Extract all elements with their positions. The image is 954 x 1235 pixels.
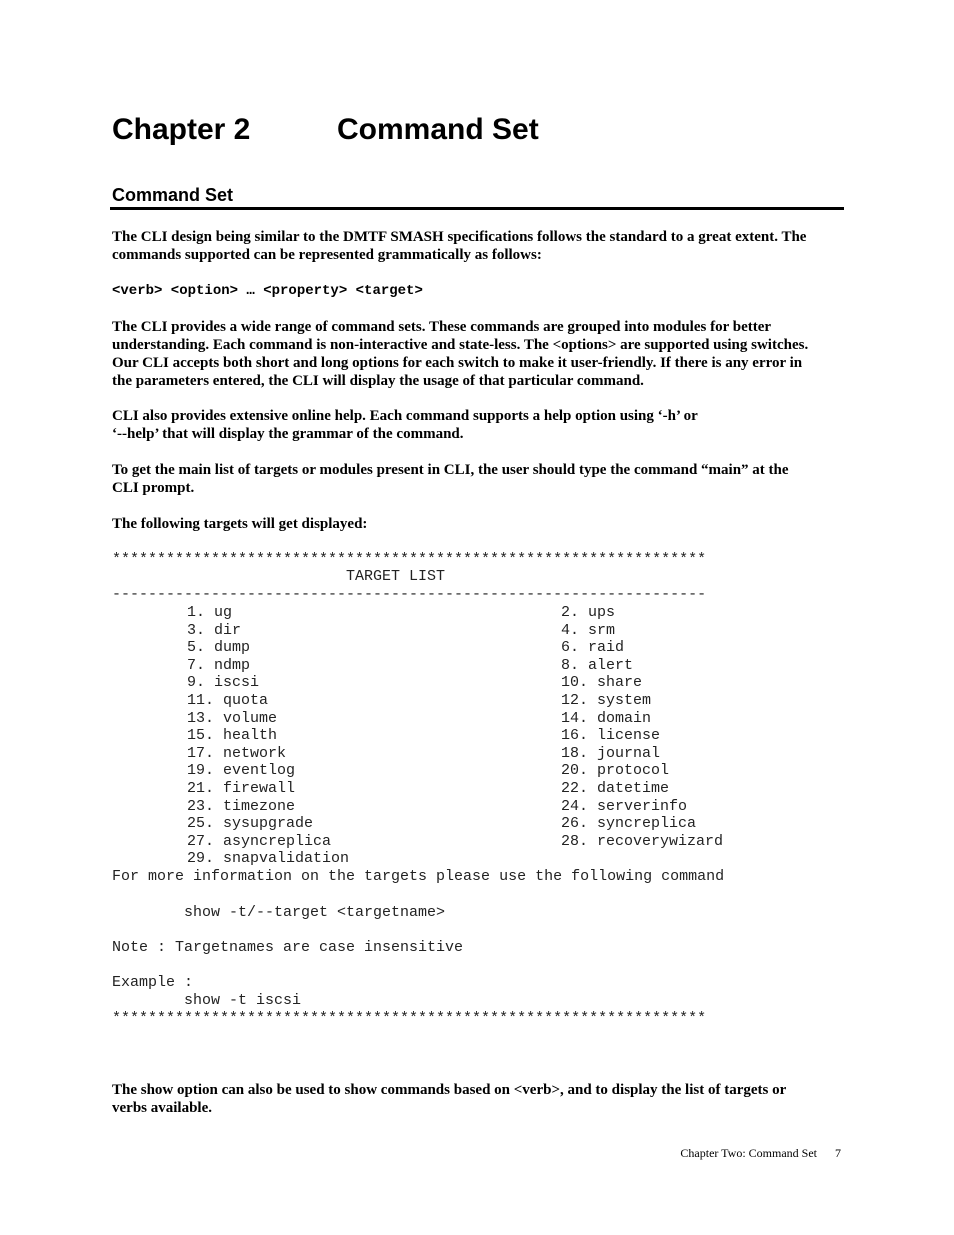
example-label: Example : — [112, 974, 194, 991]
console-stars-top: ****************************************************************** — [112, 551, 707, 568]
target-item: 28. recoverywizard — [561, 832, 724, 850]
commands-line: The CLI provides a wide range of command sets. These commands are grouped into modules for better — [112, 319, 772, 335]
target-item: 26. syncreplica — [561, 815, 697, 833]
console-stars-bottom: ****************************************************************** — [112, 1010, 707, 1027]
target-item: 10. share — [561, 674, 643, 692]
target-item: 18. journal — [561, 744, 661, 762]
target-item: 4. srm — [561, 621, 616, 639]
footer-text: Chapter Two: Command Set — [680, 1146, 817, 1160]
example-command: show -t iscsi — [112, 992, 302, 1009]
target-item: 25. sysupgrade — [187, 815, 314, 833]
more-info-text: For more information on the targets please use the following command — [112, 868, 725, 885]
help-line: CLI also provides extensive online help. Each command supports a help option using ‘-h’ or — [112, 408, 698, 424]
target-item: 11. quota — [187, 691, 269, 709]
section-title: Command Set — [112, 185, 234, 205]
section-rule — [110, 207, 844, 210]
chapter-number: Chapter 2 — [112, 113, 251, 146]
intro-line: commands supported can be represented grammatically as follows: — [112, 247, 542, 263]
target-item: 6. raid — [561, 639, 625, 657]
show-paragraph — [112, 1081, 842, 1117]
target-item: 1. ug — [187, 604, 233, 621]
target-item: 21. firewall — [187, 779, 296, 797]
commands-line: understanding. Each command is non-interactive and state-less. The <options> are supported using switches. — [112, 337, 809, 353]
show-command: show -t/--target <targetname> — [112, 904, 446, 921]
show-line: verbs available. — [112, 1100, 212, 1116]
help-paragraph — [112, 407, 842, 443]
target-item: 8. alert — [561, 656, 634, 674]
command-syntax: <verb> <option> … <property> <target> — [112, 283, 423, 299]
target-item: 7. ndmp — [187, 656, 251, 674]
main-line: CLI prompt. — [112, 480, 195, 496]
target-item: 19. eventlog — [187, 762, 296, 780]
note-text: Note : Targetnames are case insensitive — [112, 939, 464, 956]
chapter-title: Command Set — [337, 113, 539, 146]
show-line: The show option can also be used to show commands based on <verb>, and to display the list of targets or — [112, 1082, 787, 1098]
following-paragraph — [112, 515, 842, 533]
target-item: 15. health — [187, 727, 278, 745]
target-item: 3. dir — [187, 621, 242, 639]
target-item: 13. volume — [187, 709, 278, 727]
commands-line: Our CLI accepts both short and long options for each switch to make it user-friendly. If there is any error in — [112, 355, 803, 371]
target-item: 27. asyncreplica — [187, 832, 332, 850]
intro-paragraph — [112, 228, 842, 264]
page-number: 7 — [835, 1146, 841, 1160]
page-footer — [680, 1146, 841, 1160]
console-dashes: ------------------------------------------------------------------ — [112, 586, 707, 603]
commands-paragraph — [112, 318, 842, 390]
main-paragraph — [112, 461, 842, 497]
target-item: 12. system — [561, 691, 652, 709]
target-item: 23. timezone — [187, 797, 296, 815]
chapter-heading — [112, 112, 539, 148]
target-item: 5. dump — [187, 639, 251, 657]
target-item: 9. iscsi — [187, 674, 260, 692]
target-item: 14. domain — [561, 709, 652, 727]
target-item: 24. serverinfo — [561, 797, 688, 815]
following-line: The following targets will get displayed: — [112, 516, 368, 532]
target-item: 2. ups — [561, 604, 616, 621]
target-item: 16. license — [561, 727, 661, 745]
intro-line: The CLI design being similar to the DMTF SMASH specifications follows the standard to a great extent. The — [112, 229, 807, 245]
target-item: 20. protocol — [561, 762, 670, 780]
commands-line: the parameters entered, the CLI will display the usage of that particular command. — [112, 373, 644, 389]
target-item: 22. datetime — [561, 779, 670, 797]
help-line: ‘--help’ that will display the grammar of the command. — [112, 426, 464, 442]
target-list-title: TARGET LIST — [346, 568, 446, 585]
target-item: 29. snapvalidation — [187, 850, 350, 868]
main-line: To get the main list of targets or modules present in CLI, the user should type the command “main” at the — [112, 462, 789, 478]
target-item: 17. network — [187, 744, 287, 762]
